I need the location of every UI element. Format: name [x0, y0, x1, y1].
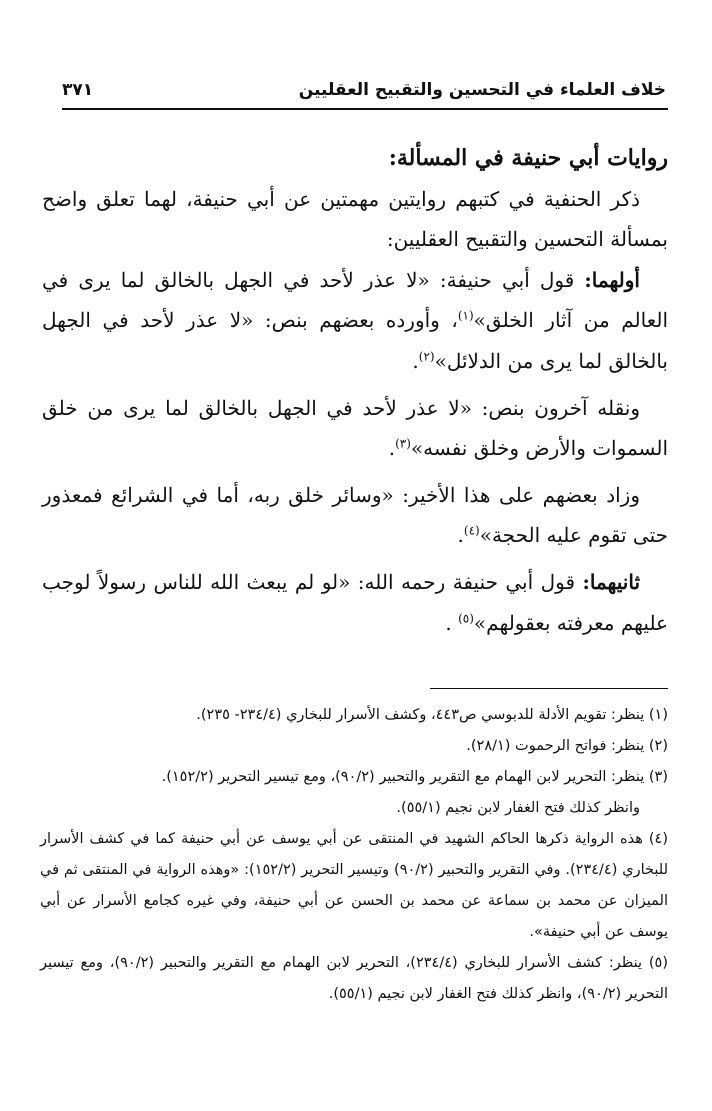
second-narration-end: .	[445, 610, 459, 635]
second-narration-text: قول أبي حنيفة رحمه الله: «لو لم يبعث الله للناس رسولاً لوجب عليهم معرفته بعقولهم»	[42, 569, 668, 635]
footnote-text: هذه الرواية ذكرها الحاكم الشهيد في المنتقى عن أبي يوسف عن أبي حنيفة كما في كشف الأسرار للبخاري (٢٣٤/٤). وفي التقرير والتحبير (٩٠/٢) وتيسير التحرير (١٥٢/٢): «وهذه الرواية في المنتقى ثم في الميزان عن محمد بن سماعة عن محمد بن الحسن عن أبي حنيفة، وفي غيره كجامع الأسرار عن أبي يوسف عن أبي حنيفة».	[40, 831, 668, 940]
footnote-rule	[430, 688, 668, 689]
third-paragraph-end: .	[457, 523, 464, 548]
footnote-number: (٢)	[648, 738, 668, 754]
first-narration-text-b: ، وأورده بعضهم بنص: «لا عذر لأحد في الجهل بالخالق لما يرى من الدلائل»	[42, 308, 668, 373]
second-paragraph-text: ونقله آخرون بنص: «لا عذر لأحد في الجهل بالخالق لما يرى من خلق السموات والأرض وخلق نفسه»	[42, 395, 668, 461]
footnote-ref-5: (٥)	[458, 610, 474, 625]
footnote-number: (٥)	[648, 955, 669, 971]
first-narration-lead: أولهما:	[584, 267, 640, 292]
third-paragraph-text: وزاد بعضهم على هذا الأخير: «وسائر خلق ربه، أما في الشرائع فمعذور حتى تقوم عليه الحجة»	[42, 482, 668, 548]
third-paragraph	[42, 475, 668, 556]
first-narration-end: .	[412, 348, 419, 373]
footnote-ref-4: (٤)	[463, 523, 480, 538]
intro-paragraph: ذكر الحنفية في كتبهم روايتين مهمتين عن أبي حنيفة، لهما تعلق واضح بمسألة التحسين والتقبيح العقليين:	[42, 186, 668, 252]
header-rule	[62, 108, 668, 110]
footnote-1	[40, 700, 668, 731]
first-narration-paragraph	[42, 260, 668, 382]
footnote-2	[40, 731, 668, 762]
footnote-text: ينظر: التحرير لابن الهمام مع التقرير والتحبير (٩٠/٢)، ومع تيسير التحرير (١٥٢/٢).	[161, 769, 645, 785]
second-paragraph-end: .	[388, 436, 396, 461]
footnote-number: (٣)	[648, 769, 668, 785]
running-title: خلاف العلماء في التحسين والتقبيح العقليين	[298, 80, 666, 100]
footnote-text: ينظر: كشف الأسرار للبخاري (٢٣٤/٤)، التحرير لابن الهمام مع التقرير والتحبير (٩٠/٢)، ومع تيسير التحرير (٩٠/٢)، وانظر كذلك فتح الغفار لابن نجيم (٥٥/١).	[40, 955, 668, 1002]
main-text	[42, 138, 668, 643]
section-heading: روايات أبي حنيفة في المسألة:	[388, 145, 668, 171]
second-narration-lead: ثانيهما:	[582, 569, 641, 594]
footnote-ref-1: (١)	[457, 308, 474, 323]
footnote-number: (٤)	[648, 831, 668, 847]
footnote-3	[40, 762, 668, 824]
running-header	[62, 78, 666, 106]
footnotes	[40, 700, 668, 1010]
footnote-ref-3: (٣)	[395, 436, 411, 451]
second-paragraph	[42, 388, 668, 469]
footnote-continuation: وانظر كذلك فتح الغفار لابن نجيم (٥٥/١).	[396, 800, 640, 816]
second-narration-paragraph	[42, 562, 668, 643]
footnote-ref-2: (٢)	[418, 349, 435, 364]
first-narration-text-a: قول أبي حنيفة: «لا عذر لأحد في الجهل بالخالق لما يرى في العالم من آثار الخلق»	[42, 267, 668, 333]
page-number: ٣٧١	[62, 80, 94, 100]
footnote-text: ينظر: فواتح الرحموت (٢٨/١).	[466, 738, 645, 754]
footnote-number: (١)	[648, 707, 668, 723]
footnote-text: ينظر: تقويم الأدلة للدبوسي ص٤٤٣، وكشف الأسرار للبخاري (٢٣٤/٤- ٢٣٥).	[196, 707, 645, 723]
footnote-5	[40, 948, 668, 1010]
footnote-4	[40, 824, 668, 948]
